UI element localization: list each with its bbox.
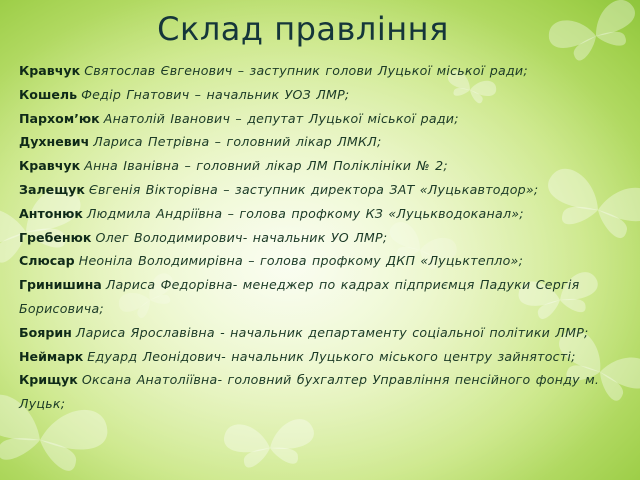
member-description: Олег Володимирович- начальник УО ЛМР;	[95, 229, 388, 245]
member-name: Крищук	[19, 372, 78, 388]
member-name: Пархом’юк	[19, 110, 100, 126]
board-member-item	[19, 202, 631, 226]
board-member-item	[19, 59, 631, 83]
member-description: Анна Іванівна – головний лікар ЛМ Поліклініки № 2;	[84, 158, 448, 174]
board-member-item	[19, 368, 631, 416]
member-name: Гребенюк	[19, 229, 92, 245]
board-member-item	[19, 249, 631, 273]
member-name: Гринишина	[19, 277, 102, 293]
member-name: Кравчук	[19, 158, 81, 174]
member-description: Лариса Ярославівна - начальник департаменту соціальної політики ЛМР;	[75, 324, 589, 340]
member-description: Євгенія Вікторівна – заступник директора ЗАТ «Луцькавтодор»;	[88, 181, 539, 197]
member-description: Едуард Леонідович- начальник Луцького міського центру зайнятості;	[87, 348, 576, 364]
member-description: Лариса Федорівна- менеджер по кадрах підприємця Падуки Сергія Борисовича;	[19, 277, 580, 316]
member-description: Людмила Андріївна – голова профкому КЗ «Луцькводоканал»;	[86, 205, 524, 221]
member-name: Кошель	[19, 86, 78, 102]
board-member-item	[19, 345, 631, 369]
board-member-item	[19, 154, 631, 178]
board-member-item	[19, 273, 631, 321]
board-member-item	[19, 83, 631, 107]
board-member-item	[19, 226, 631, 250]
board-member-item	[19, 321, 631, 345]
member-description: Неоніла Володимирівна – голова профкому ДКП «Луцьктепло»;	[78, 253, 524, 269]
member-description: Оксана Анатоліївна- головний бухгалтер Управління пенсійного фонду м. Луцьк;	[19, 372, 600, 412]
board-member-item	[19, 130, 631, 154]
member-description: Лариса Петрівна – головний лікар ЛМКЛ;	[93, 134, 382, 150]
slide-title: Склад правління	[157, 10, 449, 48]
board-member-item	[19, 107, 631, 131]
member-name: Боярин	[19, 324, 72, 340]
member-description: Анатолій Іванович – депутат Луцької міської ради;	[103, 110, 459, 126]
member-name: Неймарк	[19, 348, 84, 364]
board-member-list	[19, 59, 631, 416]
member-name: Слюсар	[19, 253, 75, 269]
member-name: Антонюк	[19, 205, 83, 221]
member-name: Залещук	[19, 181, 85, 197]
member-description: Святослав Євгенович – заступник голови Луцької міської ради;	[84, 63, 528, 78]
member-name: Кравчук	[19, 63, 81, 78]
member-description: Федір Гнатович – начальник УОЗ ЛМР;	[81, 86, 350, 102]
board-member-item	[19, 178, 631, 202]
member-name: Духневич	[19, 134, 90, 150]
